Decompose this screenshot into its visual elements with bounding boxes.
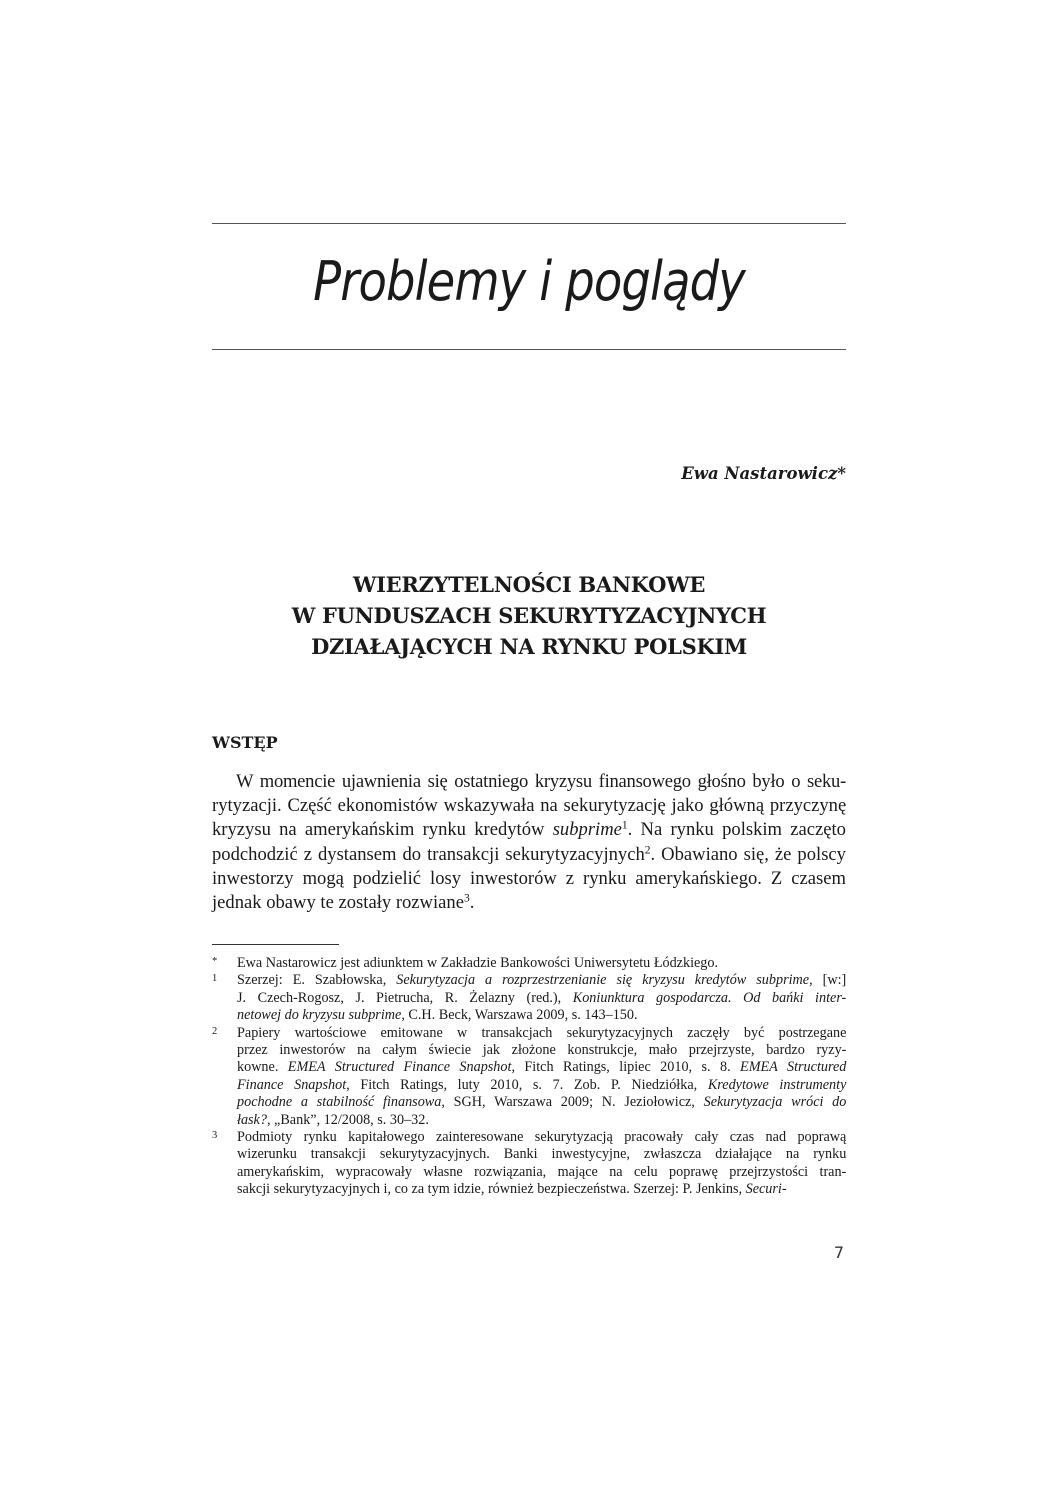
section-heading: WSTĘP [212, 733, 278, 752]
citation-title: Koniunktura gospodarcza. Od bańki inter- [572, 989, 847, 1006]
citation-title: EMEA Structured Finance Snapshot [287, 1059, 512, 1076]
article-title [212, 569, 846, 662]
body-paragraph [212, 770, 846, 915]
footnote-line: Podmioty rynku kapitałowego zainteresowane sekurytyzacją pracowały cały czas nad poprawą [237, 1128, 847, 1145]
citation-title: Sekurytyzacja wróci do [703, 1094, 847, 1111]
footnote [212, 955, 846, 972]
footnote-line: łask?, „Bank”, 12/2008, s. 30–32. [237, 1111, 429, 1128]
citation-title: Finance Snapshot [237, 1076, 347, 1093]
citation-title: Sekurytyzacja a rozprzestrzenianie się kryzysu kredytów subprime [396, 972, 810, 989]
footnote-text [237, 972, 846, 1024]
body-line: kryzysu na amerykańskim rynku kredytów subprime$^1$. Na rynku polskim zaczęto [212, 819, 846, 841]
italic-term: subprime [552, 819, 622, 841]
citation-title: łask? [237, 1111, 267, 1128]
footnote-line: Finance Snapshot, Fitch Ratings, luty 2010, s. 7. Zob. P. Niedziółka, Kredytowe instrumenty [237, 1076, 847, 1093]
footnote-marker: 1 [212, 973, 218, 985]
citation-title: Kredytowe instrumenty [707, 1076, 847, 1093]
footnote-line: J. Czech-Rogosz, J. Pietrucha, R. Żelazny (red.), Koniunktura gospodarcza. Od bańki inter- [237, 989, 847, 1006]
body-line: W momencie ujawnienia się ostatniego kryzysu finansowego głośno było o seku- [236, 771, 846, 792]
footnote-line: Papiery wartościowe emitowane w transakcjach sekurytyzacyjnych zaczęły być postrzegane [237, 1024, 847, 1041]
footnote-line: Ewa Nastarowicz jest adiunktem w Zakładzie Bankowości Uniwersytetu Łódzkiego. [237, 955, 719, 971]
footnote-line: netowej do kryzysu subprime, C.H. Beck, Warszawa 2009, s. 143–150. [237, 1007, 638, 1024]
body-line: jednak obawy te zostały rozwiane$^3$. [212, 891, 475, 913]
citation-title: pochodne a stabilność finansowa [237, 1094, 442, 1111]
body-line: rytyzacji. Część ekonomistów wskazywała na sekurytyzację jako główną przyczynę [212, 795, 847, 817]
footnote [212, 972, 846, 1024]
footnotes [212, 955, 846, 1198]
footnote-text [237, 955, 846, 972]
header-rule-top [212, 223, 846, 224]
footnote-line: kowne. EMEA Structured Finance Snapshot, Fitch Ratings, lipiec 2010, s. 8. EMEA Structured [237, 1059, 847, 1076]
footnote-line: przez inwestorów na całym świecie jak złożone konstrukcje, mało przejrzyste, bardzo ryzy- [237, 1041, 847, 1058]
article-title-line: DZIAŁAJĄCYCH NA RYNKU POLSKIM [311, 634, 747, 659]
footnote-text [237, 1129, 846, 1199]
citation-title: Securi- [745, 1181, 787, 1198]
article-title-line: W FUNDUSZACH SEKURYTYZACYJNYCH [291, 603, 767, 628]
section-title: Problemy i poglądy [313, 250, 745, 313]
page-number: 7 [833, 1243, 844, 1262]
footnote-line: amerykańskim, wypracowały własne rozwiązania, mające na celu poprawę przejrzystości tran- [237, 1163, 847, 1180]
footnote-reference[interactable]: 1 [621, 820, 628, 833]
footnote-marker: * [212, 956, 218, 967]
footnote-line: sakcji sekurytyzacyjnych i, co za tym idzie, również bezpieczeństwa. Szerzej: P. Jenkins, Securi- [237, 1181, 787, 1198]
body-line: podchodzić z dystansem do transakcji sekurytyzacyjnych$^2$. Obawiano się, że polscy [212, 843, 846, 865]
footnote-marker: 3 [212, 1129, 218, 1141]
body-line: inwestorzy mogą podzielić losy inwestorów z rynku amerykańskiego. Z czasem [212, 867, 846, 889]
footnote-line: wizerunku transakcji sekurytyzacyjnych. Banki inwestycyjne, zwłaszcza działające na rynku [237, 1146, 847, 1163]
header-rule-bottom [212, 349, 846, 350]
citation-title: EMEA Structured [740, 1059, 847, 1076]
footnote [212, 1025, 846, 1129]
author-name: Ewa Nastarowicz* [681, 464, 846, 483]
article-title-line: WIERZYTELNOŚCI BANKOWE [352, 572, 706, 597]
footnote-marker: 2 [212, 1025, 218, 1037]
footnote-separator [212, 944, 339, 945]
footnote-text [237, 1025, 846, 1129]
citation-title: netowej do kryzysu subprime [237, 1007, 402, 1024]
footnote-reference[interactable]: 2 [644, 844, 651, 857]
footnote [212, 1129, 846, 1199]
footnote-line: Szerzej: E. Szabłowska, Sekurytyzacja a rozprzestrzenianie się kryzysu kredytów subprime, [w:] [237, 972, 847, 989]
footnote-reference[interactable]: 3 [463, 892, 470, 905]
footnote-line: pochodne a stabilność finansowa, SGH, Warszawa 2009; N. Jeziołowicz, Sekurytyzacja wróci do [237, 1094, 847, 1111]
